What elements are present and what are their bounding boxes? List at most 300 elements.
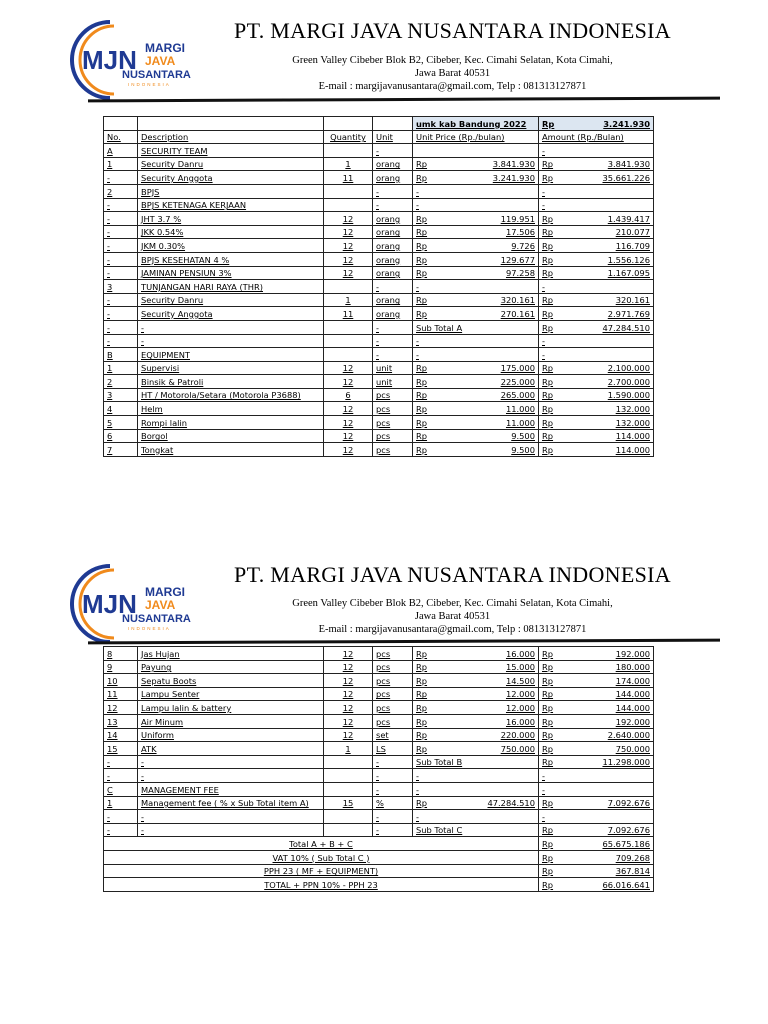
total-row bbox=[104, 864, 654, 878]
row-amount: Rp 2.971.769 bbox=[539, 307, 654, 321]
row-quantity bbox=[324, 755, 373, 769]
table-row bbox=[104, 266, 654, 280]
row-description: Borgol bbox=[138, 429, 324, 443]
row-unit-price: Sub Total A bbox=[413, 320, 539, 334]
row-unit: - bbox=[373, 320, 413, 334]
row-unit-price: Rp 750.000 bbox=[413, 742, 539, 756]
row-amount: Rp 7.092.676 bbox=[539, 823, 654, 837]
row-unit-price: Rp 9.726 bbox=[413, 239, 539, 253]
row-description: - bbox=[138, 810, 324, 824]
table-row bbox=[104, 796, 654, 810]
row-no: 6 bbox=[104, 429, 138, 443]
row-quantity bbox=[324, 769, 373, 783]
row-no: 1 bbox=[104, 157, 138, 171]
row-amount: Rp 116.709 bbox=[539, 239, 654, 253]
table-row bbox=[104, 823, 654, 837]
document-page-2 bbox=[0, 540, 768, 1024]
row-no: - bbox=[104, 823, 138, 837]
row-unit-price: Rp 3.241.930 bbox=[413, 171, 539, 185]
row-no: 1 bbox=[104, 796, 138, 810]
total-label: VAT 10% ( Sub Total C ) bbox=[104, 850, 539, 864]
svg-text:NUSANTARA: NUSANTARA bbox=[122, 69, 191, 81]
row-unit-price: Rp 15.000 bbox=[413, 660, 539, 674]
total-label: PPH 23 ( MF + EQUIPMENT) bbox=[104, 864, 539, 878]
row-unit: orang bbox=[373, 252, 413, 266]
row-quantity: 12 bbox=[324, 402, 373, 416]
row-quantity bbox=[324, 144, 373, 158]
row-unit-price: Rp 16.000 bbox=[413, 714, 539, 728]
row-unit: orang bbox=[373, 157, 413, 171]
row-quantity bbox=[324, 198, 373, 212]
row-no: 5 bbox=[104, 416, 138, 430]
table-row bbox=[104, 443, 654, 457]
row-unit: pcs bbox=[373, 388, 413, 402]
row-quantity: 1 bbox=[324, 157, 373, 171]
umk-row bbox=[104, 117, 654, 131]
table-row bbox=[104, 416, 654, 430]
company-logo bbox=[70, 14, 200, 104]
table-row bbox=[104, 307, 654, 321]
row-description: Payung bbox=[138, 660, 324, 674]
row-unit-price: Rp 9.500 bbox=[413, 443, 539, 457]
total-amount: Rp 367.814 bbox=[539, 864, 654, 878]
row-description: TUNJANGAN HARI RAYA (THR) bbox=[138, 280, 324, 294]
table-row bbox=[104, 782, 654, 796]
row-quantity bbox=[324, 320, 373, 334]
col-no: No. bbox=[104, 130, 138, 144]
table-row bbox=[104, 701, 654, 715]
table-row bbox=[104, 402, 654, 416]
total-row bbox=[104, 837, 654, 851]
row-unit-price: Rp 9.500 bbox=[413, 429, 539, 443]
total-label: Total A + B + C bbox=[104, 837, 539, 851]
row-description: - bbox=[138, 334, 324, 348]
row-unit: pcs bbox=[373, 714, 413, 728]
row-amount: Rp 144.000 bbox=[539, 701, 654, 715]
svg-text:MARGI: MARGI bbox=[145, 41, 185, 55]
row-description: JKK 0.54% bbox=[138, 225, 324, 239]
row-unit: pcs bbox=[373, 647, 413, 661]
row-unit: % bbox=[373, 796, 413, 810]
row-no: C bbox=[104, 782, 138, 796]
total-amount: Rp 66.016.641 bbox=[539, 878, 654, 892]
row-no: - bbox=[104, 212, 138, 226]
row-unit-price bbox=[413, 144, 539, 158]
row-description: Lampu lalin & battery bbox=[138, 701, 324, 715]
row-amount: Rp 114.000 bbox=[539, 443, 654, 457]
row-no: 4 bbox=[104, 402, 138, 416]
row-amount: - bbox=[539, 782, 654, 796]
total-amount: Rp 709.268 bbox=[539, 850, 654, 864]
row-quantity bbox=[324, 810, 373, 824]
row-unit: unit bbox=[373, 361, 413, 375]
row-unit: orang bbox=[373, 293, 413, 307]
row-description: SECURITY TEAM bbox=[138, 144, 324, 158]
row-quantity: 12 bbox=[324, 443, 373, 457]
row-unit-price: Rp 11.000 bbox=[413, 416, 539, 430]
row-amount: - bbox=[539, 144, 654, 158]
row-no: - bbox=[104, 320, 138, 334]
row-unit: pcs bbox=[373, 429, 413, 443]
row-amount: Rp 2.700.000 bbox=[539, 375, 654, 389]
row-quantity bbox=[324, 823, 373, 837]
row-unit: orang bbox=[373, 266, 413, 280]
row-amount: Rp 132.000 bbox=[539, 416, 654, 430]
row-no: 11 bbox=[104, 687, 138, 701]
row-amount: Rp 1.590.000 bbox=[539, 388, 654, 402]
row-amount: - bbox=[539, 348, 654, 362]
table-row bbox=[104, 280, 654, 294]
row-unit-price: - bbox=[413, 280, 539, 294]
company-logo bbox=[70, 558, 200, 648]
row-description: Security Danru bbox=[138, 293, 324, 307]
row-description: Jas Hujan bbox=[138, 647, 324, 661]
row-unit: - bbox=[373, 782, 413, 796]
address-line-1: Green Valley Cibeber Blok B2, Cibeber, Kec. Cimahi Selatan, Kota Cimahi, bbox=[292, 55, 613, 66]
row-no: 1 bbox=[104, 361, 138, 375]
table-row bbox=[104, 239, 654, 253]
row-unit-price: Rp 16.000 bbox=[413, 647, 539, 661]
row-amount: - bbox=[539, 769, 654, 783]
row-amount: Rp 750.000 bbox=[539, 742, 654, 756]
table-row bbox=[104, 212, 654, 226]
row-quantity: 12 bbox=[324, 252, 373, 266]
row-quantity: 12 bbox=[324, 375, 373, 389]
table-row bbox=[104, 171, 654, 185]
row-description: JAMINAN PENSIUN 3% bbox=[138, 266, 324, 280]
row-unit-price: Rp 11.000 bbox=[413, 402, 539, 416]
row-unit-price: Rp 225.000 bbox=[413, 375, 539, 389]
row-unit: set bbox=[373, 728, 413, 742]
row-unit-price: Rp 270.161 bbox=[413, 307, 539, 321]
row-unit: - bbox=[373, 769, 413, 783]
row-unit: - bbox=[373, 823, 413, 837]
table-row bbox=[104, 674, 654, 688]
row-description: - bbox=[138, 320, 324, 334]
row-unit: orang bbox=[373, 307, 413, 321]
row-no: B bbox=[104, 348, 138, 362]
row-amount: Rp 210.077 bbox=[539, 225, 654, 239]
row-amount: Rp 35.661.226 bbox=[539, 171, 654, 185]
row-unit: pcs bbox=[373, 443, 413, 457]
row-unit: orang bbox=[373, 212, 413, 226]
row-quantity: 12 bbox=[324, 714, 373, 728]
row-description: Security Danru bbox=[138, 157, 324, 171]
row-unit: - bbox=[373, 810, 413, 824]
row-amount: Rp 174.000 bbox=[539, 674, 654, 688]
table-row bbox=[104, 348, 654, 362]
row-unit: pcs bbox=[373, 701, 413, 715]
total-label: TOTAL + PPN 10% - PPH 23 bbox=[104, 878, 539, 892]
row-unit-price: Rp 129.677 bbox=[413, 252, 539, 266]
row-description: EQUIPMENT bbox=[138, 348, 324, 362]
row-amount: Rp 2.100.000 bbox=[539, 361, 654, 375]
address-line-2: Jawa Barat 40531 bbox=[414, 68, 491, 79]
row-quantity: 12 bbox=[324, 674, 373, 688]
row-unit-price: - bbox=[413, 184, 539, 198]
row-unit: - bbox=[373, 755, 413, 769]
row-no: - bbox=[104, 755, 138, 769]
row-unit: - bbox=[373, 334, 413, 348]
row-description: JHT 3.7 % bbox=[138, 212, 324, 226]
row-description: Supervisi bbox=[138, 361, 324, 375]
svg-text:MJN: MJN bbox=[82, 45, 137, 75]
row-unit: - bbox=[373, 144, 413, 158]
row-quantity: 12 bbox=[324, 647, 373, 661]
row-no: - bbox=[104, 307, 138, 321]
row-amount: Rp 1.556.126 bbox=[539, 252, 654, 266]
row-no: - bbox=[104, 334, 138, 348]
row-unit-price: - bbox=[413, 198, 539, 212]
row-amount: Rp 180.000 bbox=[539, 660, 654, 674]
row-no: 15 bbox=[104, 742, 138, 756]
row-unit-price: - bbox=[413, 348, 539, 362]
row-unit: - bbox=[373, 348, 413, 362]
row-description: - bbox=[138, 823, 324, 837]
table-row bbox=[104, 225, 654, 239]
row-description: BPJS bbox=[138, 184, 324, 198]
row-quantity: 12 bbox=[324, 660, 373, 674]
svg-text:MJN: MJN bbox=[82, 589, 137, 619]
svg-text:NUSANTARA: NUSANTARA bbox=[122, 613, 191, 625]
row-unit-price: Sub Total C bbox=[413, 823, 539, 837]
row-quantity: 12 bbox=[324, 361, 373, 375]
contact-line: E-mail : margijavanusantara@gmail.com, Telp : 081313127871 bbox=[318, 81, 587, 92]
row-description: Binsik & Patroli bbox=[138, 375, 324, 389]
row-no: 3 bbox=[104, 280, 138, 294]
col-unit: Unit bbox=[373, 130, 413, 144]
row-no: - bbox=[104, 252, 138, 266]
row-unit: orang bbox=[373, 225, 413, 239]
row-unit-price: Rp 12.000 bbox=[413, 701, 539, 715]
row-unit: orang bbox=[373, 171, 413, 185]
row-description: BPJS KESEHATAN 4 % bbox=[138, 252, 324, 266]
row-description: Rompi lalin bbox=[138, 416, 324, 430]
col-quantity: Quantity bbox=[324, 130, 373, 144]
row-unit: - bbox=[373, 280, 413, 294]
row-unit: pcs bbox=[373, 402, 413, 416]
row-no: 8 bbox=[104, 647, 138, 661]
row-quantity: 12 bbox=[324, 728, 373, 742]
row-description: - bbox=[138, 755, 324, 769]
document-page-1 bbox=[0, 0, 768, 500]
address-line-1: Green Valley Cibeber Blok B2, Cibeber, Kec. Cimahi Selatan, Kota Cimahi, bbox=[292, 598, 613, 609]
row-quantity: 11 bbox=[324, 171, 373, 185]
row-quantity: 12 bbox=[324, 429, 373, 443]
row-unit-price: - bbox=[413, 334, 539, 348]
col-description: Description bbox=[138, 130, 324, 144]
svg-text:MARGI: MARGI bbox=[145, 585, 185, 599]
row-unit-price: Rp 175.000 bbox=[413, 361, 539, 375]
row-unit: pcs bbox=[373, 660, 413, 674]
row-amount: Rp 47.284.510 bbox=[539, 320, 654, 334]
table-row bbox=[104, 647, 654, 661]
svg-text:INDONESIA: INDONESIA bbox=[128, 82, 171, 87]
row-quantity: 12 bbox=[324, 239, 373, 253]
table-row bbox=[104, 728, 654, 742]
table-header bbox=[104, 130, 654, 144]
row-no: - bbox=[104, 293, 138, 307]
row-no: - bbox=[104, 225, 138, 239]
row-quantity: 12 bbox=[324, 225, 373, 239]
total-amount: Rp 65.675.186 bbox=[539, 837, 654, 851]
row-amount: Rp 1.167.095 bbox=[539, 266, 654, 280]
umk-label: umk kab Bandung 2022 bbox=[413, 117, 539, 131]
row-no: - bbox=[104, 171, 138, 185]
row-description: - bbox=[138, 769, 324, 783]
row-amount: Rp 132.000 bbox=[539, 402, 654, 416]
table-row bbox=[104, 144, 654, 158]
row-no: 2 bbox=[104, 184, 138, 198]
row-description: Helm bbox=[138, 402, 324, 416]
row-quantity: 12 bbox=[324, 266, 373, 280]
table-row bbox=[104, 388, 654, 402]
table-row bbox=[104, 769, 654, 783]
row-unit-price: Rp 220.000 bbox=[413, 728, 539, 742]
row-unit: LS bbox=[373, 742, 413, 756]
company-name: PT. MARGI JAVA NUSANTARA INDONESIA bbox=[234, 562, 671, 587]
table-row bbox=[104, 157, 654, 171]
row-amount: Rp 192.000 bbox=[539, 647, 654, 661]
row-unit: pcs bbox=[373, 687, 413, 701]
row-amount: - bbox=[539, 810, 654, 824]
umk-value: Rp 3.241.930 bbox=[539, 117, 654, 131]
table-row bbox=[104, 375, 654, 389]
row-unit: orang bbox=[373, 239, 413, 253]
row-quantity: 1 bbox=[324, 742, 373, 756]
row-amount: Rp 3.841.930 bbox=[539, 157, 654, 171]
row-quantity: 12 bbox=[324, 701, 373, 715]
table-row bbox=[104, 252, 654, 266]
svg-text:JAVA: JAVA bbox=[145, 54, 176, 68]
row-description: BPJS KETENAGA KERJAAN bbox=[138, 198, 324, 212]
row-amount: - bbox=[539, 280, 654, 294]
row-amount: Rp 144.000 bbox=[539, 687, 654, 701]
row-unit-price: Rp 17.506 bbox=[413, 225, 539, 239]
total-row bbox=[104, 878, 654, 892]
table-row bbox=[104, 810, 654, 824]
row-no: - bbox=[104, 239, 138, 253]
row-description: Lampu Senter bbox=[138, 687, 324, 701]
contact-line: E-mail : margijavanusantara@gmail.com, Telp : 081313127871 bbox=[318, 624, 587, 635]
table-row bbox=[104, 714, 654, 728]
row-quantity: 1 bbox=[324, 293, 373, 307]
table-row bbox=[104, 293, 654, 307]
row-description: MANAGEMENT FEE bbox=[138, 782, 324, 796]
address-line-2: Jawa Barat 40531 bbox=[414, 611, 491, 622]
row-description: HT / Motorola/Setara (Motorola P3688) bbox=[138, 388, 324, 402]
row-no: 14 bbox=[104, 728, 138, 742]
quotation-table-1 bbox=[103, 116, 654, 457]
row-quantity bbox=[324, 184, 373, 198]
row-no: 13 bbox=[104, 714, 138, 728]
row-no: A bbox=[104, 144, 138, 158]
row-unit-price: Rp 47.284.510 bbox=[413, 796, 539, 810]
row-amount: Rp 11.298.000 bbox=[539, 755, 654, 769]
col-unit-price: Unit Price (Rp./bulan) bbox=[413, 130, 539, 144]
row-quantity: 11 bbox=[324, 307, 373, 321]
table-row bbox=[104, 361, 654, 375]
row-description: Uniform bbox=[138, 728, 324, 742]
row-unit-price: - bbox=[413, 769, 539, 783]
row-description: Air Minum bbox=[138, 714, 324, 728]
row-quantity bbox=[324, 782, 373, 796]
table-row bbox=[104, 660, 654, 674]
row-quantity: 15 bbox=[324, 796, 373, 810]
row-amount: Rp 114.000 bbox=[539, 429, 654, 443]
row-amount: Rp 2.640.000 bbox=[539, 728, 654, 742]
row-unit: pcs bbox=[373, 416, 413, 430]
row-no: - bbox=[104, 769, 138, 783]
total-row bbox=[104, 850, 654, 864]
row-quantity bbox=[324, 348, 373, 362]
row-unit: unit bbox=[373, 375, 413, 389]
row-description: JKM 0.30% bbox=[138, 239, 324, 253]
row-no: 12 bbox=[104, 701, 138, 715]
row-description: Sepatu Boots bbox=[138, 674, 324, 688]
row-no: 7 bbox=[104, 443, 138, 457]
row-unit-price: Rp 119.951 bbox=[413, 212, 539, 226]
row-description: Security Anggota bbox=[138, 307, 324, 321]
table-row bbox=[104, 198, 654, 212]
row-unit: - bbox=[373, 198, 413, 212]
row-unit-price: Rp 14.500 bbox=[413, 674, 539, 688]
row-unit: - bbox=[373, 184, 413, 198]
row-description: Management fee ( % x Sub Total item A) bbox=[138, 796, 324, 810]
row-no: 2 bbox=[104, 375, 138, 389]
table-row bbox=[104, 320, 654, 334]
svg-text:INDONESIA: INDONESIA bbox=[128, 626, 171, 631]
row-quantity bbox=[324, 280, 373, 294]
row-amount: Rp 7.092.676 bbox=[539, 796, 654, 810]
row-no: - bbox=[104, 198, 138, 212]
table-row bbox=[104, 742, 654, 756]
row-unit-price: Rp 265.000 bbox=[413, 388, 539, 402]
row-unit-price: Rp 3.841.930 bbox=[413, 157, 539, 171]
row-unit-price: Rp 12.000 bbox=[413, 687, 539, 701]
row-no: 9 bbox=[104, 660, 138, 674]
table-row bbox=[104, 184, 654, 198]
row-amount: - bbox=[539, 198, 654, 212]
table-row bbox=[104, 429, 654, 443]
row-unit-price: Sub Total B bbox=[413, 755, 539, 769]
row-unit-price: - bbox=[413, 782, 539, 796]
row-quantity: 12 bbox=[324, 687, 373, 701]
svg-text:JAVA: JAVA bbox=[145, 598, 176, 612]
row-amount: - bbox=[539, 334, 654, 348]
table-row bbox=[104, 334, 654, 348]
row-quantity: 6 bbox=[324, 388, 373, 402]
row-quantity bbox=[324, 334, 373, 348]
row-unit-price: Rp 320.161 bbox=[413, 293, 539, 307]
row-unit-price: - bbox=[413, 810, 539, 824]
row-quantity: 12 bbox=[324, 416, 373, 430]
row-amount: Rp 1.439.417 bbox=[539, 212, 654, 226]
row-quantity: 12 bbox=[324, 212, 373, 226]
row-unit-price: Rp 97.258 bbox=[413, 266, 539, 280]
row-unit: pcs bbox=[373, 674, 413, 688]
row-description: Tongkat bbox=[138, 443, 324, 457]
row-amount: Rp 192.000 bbox=[539, 714, 654, 728]
company-name: PT. MARGI JAVA NUSANTARA INDONESIA bbox=[234, 18, 671, 43]
table-row bbox=[104, 755, 654, 769]
table-row bbox=[104, 687, 654, 701]
col-amount: Amount (Rp./Bulan) bbox=[539, 130, 654, 144]
quotation-table-2 bbox=[103, 646, 654, 892]
row-no: - bbox=[104, 810, 138, 824]
row-description: Security Anggota bbox=[138, 171, 324, 185]
row-no: 10 bbox=[104, 674, 138, 688]
